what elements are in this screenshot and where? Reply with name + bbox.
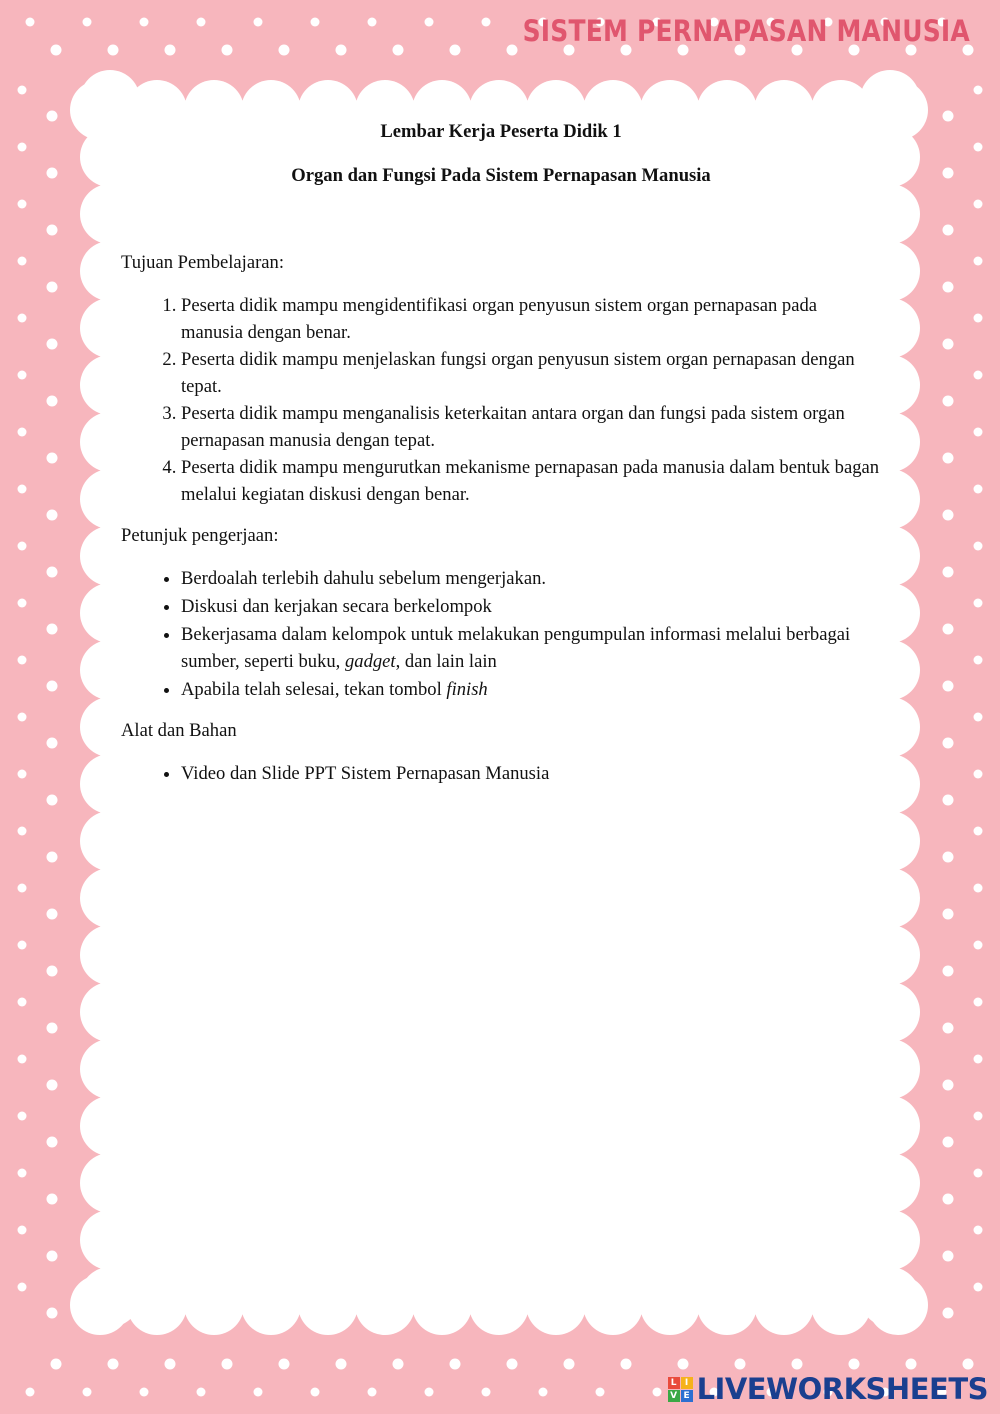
border-dot	[47, 567, 58, 578]
objective-item: 3. Peserta didik mampu menganalisis keterkaitan antara organ dan fungsi pada sistem organ pernapasan manusia dengan tepat.	[181, 400, 881, 454]
border-dot	[18, 599, 27, 608]
border-dot	[653, 1388, 662, 1397]
border-dot	[18, 1226, 27, 1235]
border-dot	[83, 1388, 92, 1397]
border-dot	[140, 1388, 149, 1397]
border-dot	[140, 18, 149, 27]
border-dot	[974, 599, 983, 608]
liveworksheets-logo-text: LIVEWORKSHEETS	[696, 1372, 988, 1406]
border-dot	[47, 225, 58, 236]
instruction-text: , dan lain lain	[395, 651, 497, 672]
border-dot	[47, 1080, 58, 1091]
border-dot	[507, 45, 518, 56]
border-dot	[47, 909, 58, 920]
border-dot	[974, 827, 983, 836]
border-dot	[18, 1055, 27, 1064]
border-dot	[943, 453, 954, 464]
border-dot	[943, 1308, 954, 1319]
border-dot	[47, 738, 58, 749]
border-dot	[974, 314, 983, 323]
border-dot	[943, 966, 954, 977]
border-dot	[943, 339, 954, 350]
border-dot	[596, 1388, 605, 1397]
border-dot	[943, 852, 954, 863]
border-dot	[311, 1388, 320, 1397]
border-dot	[974, 656, 983, 665]
border-dot	[47, 681, 58, 692]
border-dot	[47, 1251, 58, 1262]
border-dot	[18, 257, 27, 266]
border-dot	[943, 111, 954, 122]
border-dot	[393, 1359, 404, 1370]
border-dot	[108, 45, 119, 56]
border-dot	[47, 1023, 58, 1034]
border-dot	[482, 1388, 491, 1397]
border-dot	[279, 1359, 290, 1370]
border-dot	[47, 168, 58, 179]
border-dot	[974, 371, 983, 380]
border-dot	[47, 1308, 58, 1319]
border-dot	[943, 168, 954, 179]
border-dot	[47, 282, 58, 293]
border-dot	[425, 1388, 434, 1397]
tools-list	[121, 760, 881, 787]
border-dot	[943, 909, 954, 920]
border-dot	[974, 1226, 983, 1235]
tools-label: Alat dan Bahan	[121, 720, 237, 741]
border-dot	[450, 1359, 461, 1370]
border-dot	[974, 1283, 983, 1292]
border-dot	[792, 1359, 803, 1370]
worksheet-title: Lembar Kerja Peserta Didik 1	[380, 121, 622, 142]
instruction-text: Bekerjasama dalam kelompok untuk melakukan pengumpulan informasi melalui berbagai sumber, seperti buku,	[181, 624, 851, 672]
border-dot	[368, 1388, 377, 1397]
border-dot	[943, 1080, 954, 1091]
border-dot	[963, 1359, 974, 1370]
border-dot	[943, 681, 954, 692]
liveworksheets-logo	[668, 1372, 988, 1406]
border-dot	[47, 1194, 58, 1205]
border-dot	[51, 45, 62, 56]
border-dot	[18, 998, 27, 1007]
instructions-label: Petunjuk pengerjaan:	[121, 525, 279, 546]
border-dot	[47, 966, 58, 977]
border-dot	[974, 86, 983, 95]
instructions-list	[121, 565, 881, 703]
border-dot	[47, 1137, 58, 1148]
border-dot	[621, 1359, 632, 1370]
border-dot	[974, 884, 983, 893]
border-dot	[47, 111, 58, 122]
border-dot	[849, 1359, 860, 1370]
border-dot	[18, 827, 27, 836]
instruction-italic: finish	[446, 679, 488, 700]
border-dot	[943, 1137, 954, 1148]
border-dot	[18, 314, 27, 323]
border-dot	[165, 1359, 176, 1370]
border-dot	[368, 18, 377, 27]
objective-item: 1. Peserta didik mampu mengidentifikasi organ penyusun sistem organ pernapasan pada manusia dengan benar.	[181, 292, 881, 346]
brand-title: SISTEM PERNAPASAN MANUSIA	[522, 14, 970, 49]
objective-item: 2. Peserta didik mampu menjelaskan fungsi organ penyusun sistem organ pernapasan dengan tepat.	[181, 346, 881, 400]
border-dot	[254, 1388, 263, 1397]
border-dot	[254, 18, 263, 27]
border-dot	[18, 542, 27, 551]
border-dot	[18, 371, 27, 380]
tool-item: • Video dan Slide PPT Sistem Pernapasan Manusia	[181, 760, 881, 787]
border-dot	[678, 1359, 689, 1370]
border-dot	[943, 795, 954, 806]
border-dot	[26, 1388, 35, 1397]
border-dot	[974, 428, 983, 437]
border-dot	[943, 624, 954, 635]
border-dot	[735, 1359, 746, 1370]
border-dot	[974, 1055, 983, 1064]
border-dot	[47, 396, 58, 407]
border-dot	[974, 1169, 983, 1178]
border-dot	[18, 1283, 27, 1292]
border-dot	[507, 1359, 518, 1370]
border-dot	[18, 1112, 27, 1121]
border-dot	[18, 656, 27, 665]
border-dot	[47, 339, 58, 350]
border-dot	[311, 18, 320, 27]
border-dot	[18, 485, 27, 494]
border-dot	[222, 45, 233, 56]
instruction-item: • Berdoalah terlebih dahulu sebelum mengerjakan.	[181, 565, 881, 592]
border-dot	[943, 567, 954, 578]
border-dot	[47, 453, 58, 464]
border-dot	[18, 1169, 27, 1178]
border-dot	[26, 18, 35, 27]
border-dot	[18, 713, 27, 722]
objectives-list	[121, 292, 881, 508]
border-dot	[974, 485, 983, 494]
instruction-italic: gadget	[344, 651, 396, 672]
border-dot	[974, 1112, 983, 1121]
liveworksheets-logo-icon: L I V E	[668, 1377, 693, 1402]
border-dot	[18, 884, 27, 893]
objectives-label: Tujuan Pembelajaran:	[121, 252, 285, 273]
border-dot	[18, 143, 27, 152]
border-dot	[47, 795, 58, 806]
objective-item: 4. Peserta didik mampu mengurutkan mekanisme pernapasan pada manusia dalam bentuk bagan melalui kegiatan diskusi dengan benar.	[181, 454, 881, 508]
border-dot	[18, 428, 27, 437]
border-dot	[47, 852, 58, 863]
border-dot	[943, 738, 954, 749]
worksheet-subtitle: Organ dan Fungsi Pada Sistem Pernapasan Manusia	[291, 165, 711, 186]
border-dot	[974, 941, 983, 950]
border-dot	[943, 1023, 954, 1034]
border-dot	[222, 1359, 233, 1370]
border-dot	[564, 1359, 575, 1370]
border-dot	[974, 770, 983, 779]
border-dot	[51, 1359, 62, 1370]
border-dot	[974, 200, 983, 209]
border-dot	[974, 257, 983, 266]
border-dot	[18, 200, 27, 209]
border-dot	[336, 1359, 347, 1370]
border-dot	[974, 542, 983, 551]
border-dot	[393, 45, 404, 56]
border-dot	[943, 1194, 954, 1205]
border-dot	[943, 225, 954, 236]
border-dot	[974, 998, 983, 1007]
worksheet-content	[121, 118, 881, 788]
instruction-item: • Diskusi dan kerjakan secara berkelompok	[181, 593, 881, 620]
border-dot	[943, 1251, 954, 1262]
border-dot	[18, 770, 27, 779]
instruction-text: Apabila telah selesai, tekan tombol	[181, 679, 447, 700]
border-dot	[425, 18, 434, 27]
border-dot	[108, 1359, 119, 1370]
instruction-item	[181, 621, 881, 675]
border-dot	[47, 510, 58, 521]
border-dot	[336, 45, 347, 56]
border-dot	[943, 510, 954, 521]
border-dot	[974, 143, 983, 152]
border-dot	[197, 18, 206, 27]
border-dot	[482, 18, 491, 27]
border-dot	[47, 624, 58, 635]
border-dot	[450, 45, 461, 56]
border-dot	[974, 713, 983, 722]
border-dot	[539, 1388, 548, 1397]
border-dot	[165, 45, 176, 56]
border-dot	[906, 1359, 917, 1370]
border-dot	[943, 282, 954, 293]
instruction-item	[181, 676, 881, 703]
border-dot	[18, 86, 27, 95]
border-dot	[197, 1388, 206, 1397]
border-dot	[83, 18, 92, 27]
border-dot	[279, 45, 290, 56]
border-dot	[18, 941, 27, 950]
border-dot	[943, 396, 954, 407]
